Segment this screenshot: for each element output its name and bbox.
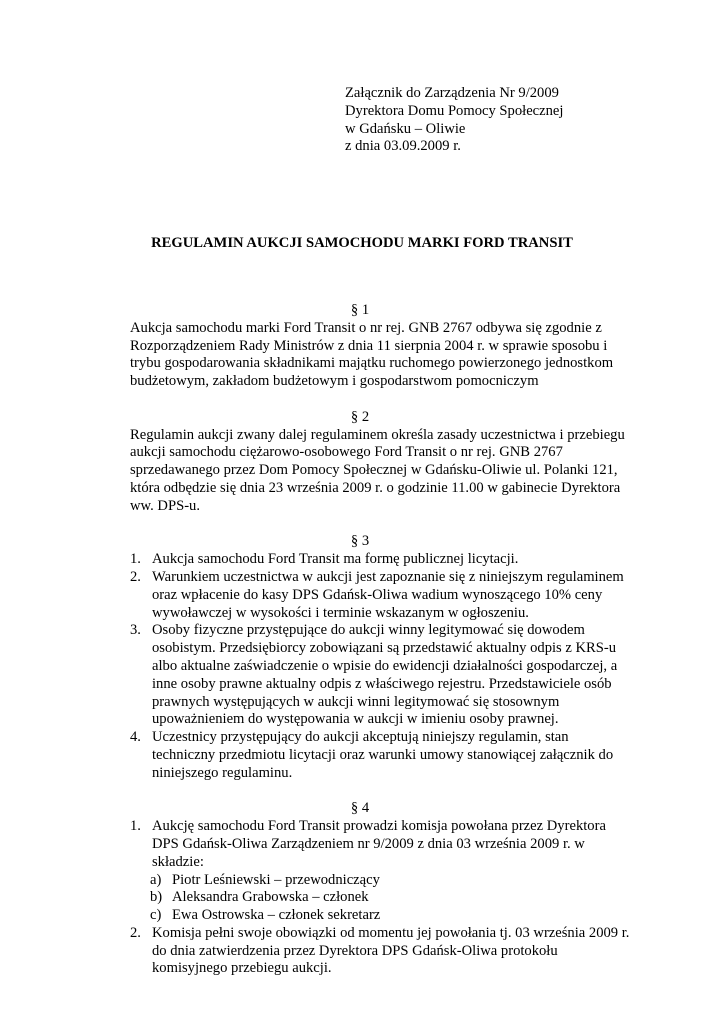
section-2-heading: § 2	[350, 408, 370, 425]
section-4-heading: § 4	[350, 800, 370, 817]
item-text: Aukcję samochodu Ford Transit prowadzi komisja powołana przez Dyrektora DPS Gdańsk-Oliwa Zarządzeniem nr 9/2009 z dnia 03 września 2009 r. w składzie:	[152, 818, 606, 870]
document-title: REGULAMIN AUKCJI SAMOCHODU MARKI FORD TRANSIT	[151, 235, 573, 251]
committee-member	[130, 889, 630, 907]
member-text: Aleksandra Grabowska – członek	[172, 889, 369, 906]
member-letter: b)	[150, 889, 163, 906]
item-number: 1.	[130, 818, 141, 835]
item-number: 4.	[130, 729, 141, 746]
attachment-header	[345, 85, 705, 156]
committee-members-list	[130, 872, 630, 925]
section-3-heading: § 3	[350, 533, 370, 550]
section-4-list	[130, 818, 630, 978]
section-2-text: Regulamin aukcji zwany dalej regulaminem określa zasady uczestnictwa i przebiegu aukcji samochodu ciężarowo-osobowego Ford Transit o nr rej. GNB 2767 sprzedawanego przez Dom Pomocy Społecznej w Gdańsku-Oliwie ul. Polanki 121, która odbędzie się dnia 23 września 2009 r. o godzinie 11.00 w gabinecie Dyrektora ww. DPS-u.	[130, 426, 625, 514]
item-number: 3.	[130, 622, 141, 639]
attachment-line: Dyrektora Domu Pomocy Społecznej	[345, 102, 564, 119]
section-1-text: Aukcja samochodu marki Ford Transit o nr rej. GNB 2767 odbywa się zgodnie z Rozporządzeniem Rady Ministrów z dnia 11 sierpnia 2004 r. w sprawie sposobu i trybu gospodarowania składnikami majątku ruchomego powierzonego jednostkom budżetowym, zakładom budżetowym i gospodarstwom pomocniczym	[130, 319, 614, 390]
list-item	[130, 569, 630, 622]
item-text: Warunkiem uczestnictwa w aukcji jest zapoznanie się z niniejszym regulaminem oraz wpłacenie do kasy DPS Gdańsk-Oliwa wadium wynoszącego 10% ceny wywoławczej w wysokości i terminie wskazanym w ogłoszeniu.	[152, 568, 624, 621]
member-letter: a)	[150, 871, 162, 888]
item-text: Aukcja samochodu Ford Transit ma formę publicznej licytacji.	[152, 551, 519, 568]
attachment-line: w Gdańsku – Oliwie	[345, 120, 466, 137]
member-text: Ewa Ostrowska – członek sekretarz	[172, 907, 381, 924]
item-text: Osoby fizyczne przystępujące do aukcji winny legitymować się dowodem osobistym. Przedsiębiorcy zobowiązani są przedstawić aktualny odpis z KRS-u albo aktualne zaświadczenie o wpisie do ewidencji działalności gospodarczej, a inne osoby prawne aktualny odpis z właściwego rejestru. Przedstawiciele osób prawnych występujących w aukcji winni legitymować się stosownym upoważnieniem do występowania w aukcji w imieniu osoby prawnej.	[152, 622, 618, 728]
list-item	[130, 818, 630, 925]
list-item	[130, 925, 630, 978]
committee-member	[130, 907, 630, 925]
item-number: 1.	[130, 551, 141, 568]
attachment-line: Załącznik do Zarządzenia Nr 9/2009	[345, 85, 559, 101]
list-item	[130, 729, 630, 782]
attachment-line: z dnia 03.09.2009 r.	[345, 138, 461, 155]
item-text: Komisja pełni swoje obowiązki od momentu jej powołania tj. 03 września 2009 r. do dnia zatwierdzenia przez Dyrektora DPS Gdańsk-Oliwa protokołu komisyjnego przebiegu aukcji.	[152, 924, 630, 977]
document-body	[130, 302, 630, 978]
list-item	[130, 622, 630, 729]
member-text: Piotr Leśniewski – przewodniczący	[172, 871, 380, 888]
section-3-list	[130, 551, 630, 782]
list-item	[130, 551, 630, 569]
item-text: Uczestnicy przystępujący do aukcji akceptują niniejszy regulamin, stan techniczny przedmiotu licytacji oraz warunki umowy stanowiącej załącznik do niniejszego regulaminu.	[152, 729, 614, 781]
item-number: 2.	[130, 924, 141, 941]
member-letter: c)	[150, 907, 162, 924]
committee-member	[130, 872, 630, 890]
section-1-heading: § 1	[350, 302, 370, 318]
item-number: 2.	[130, 568, 141, 585]
